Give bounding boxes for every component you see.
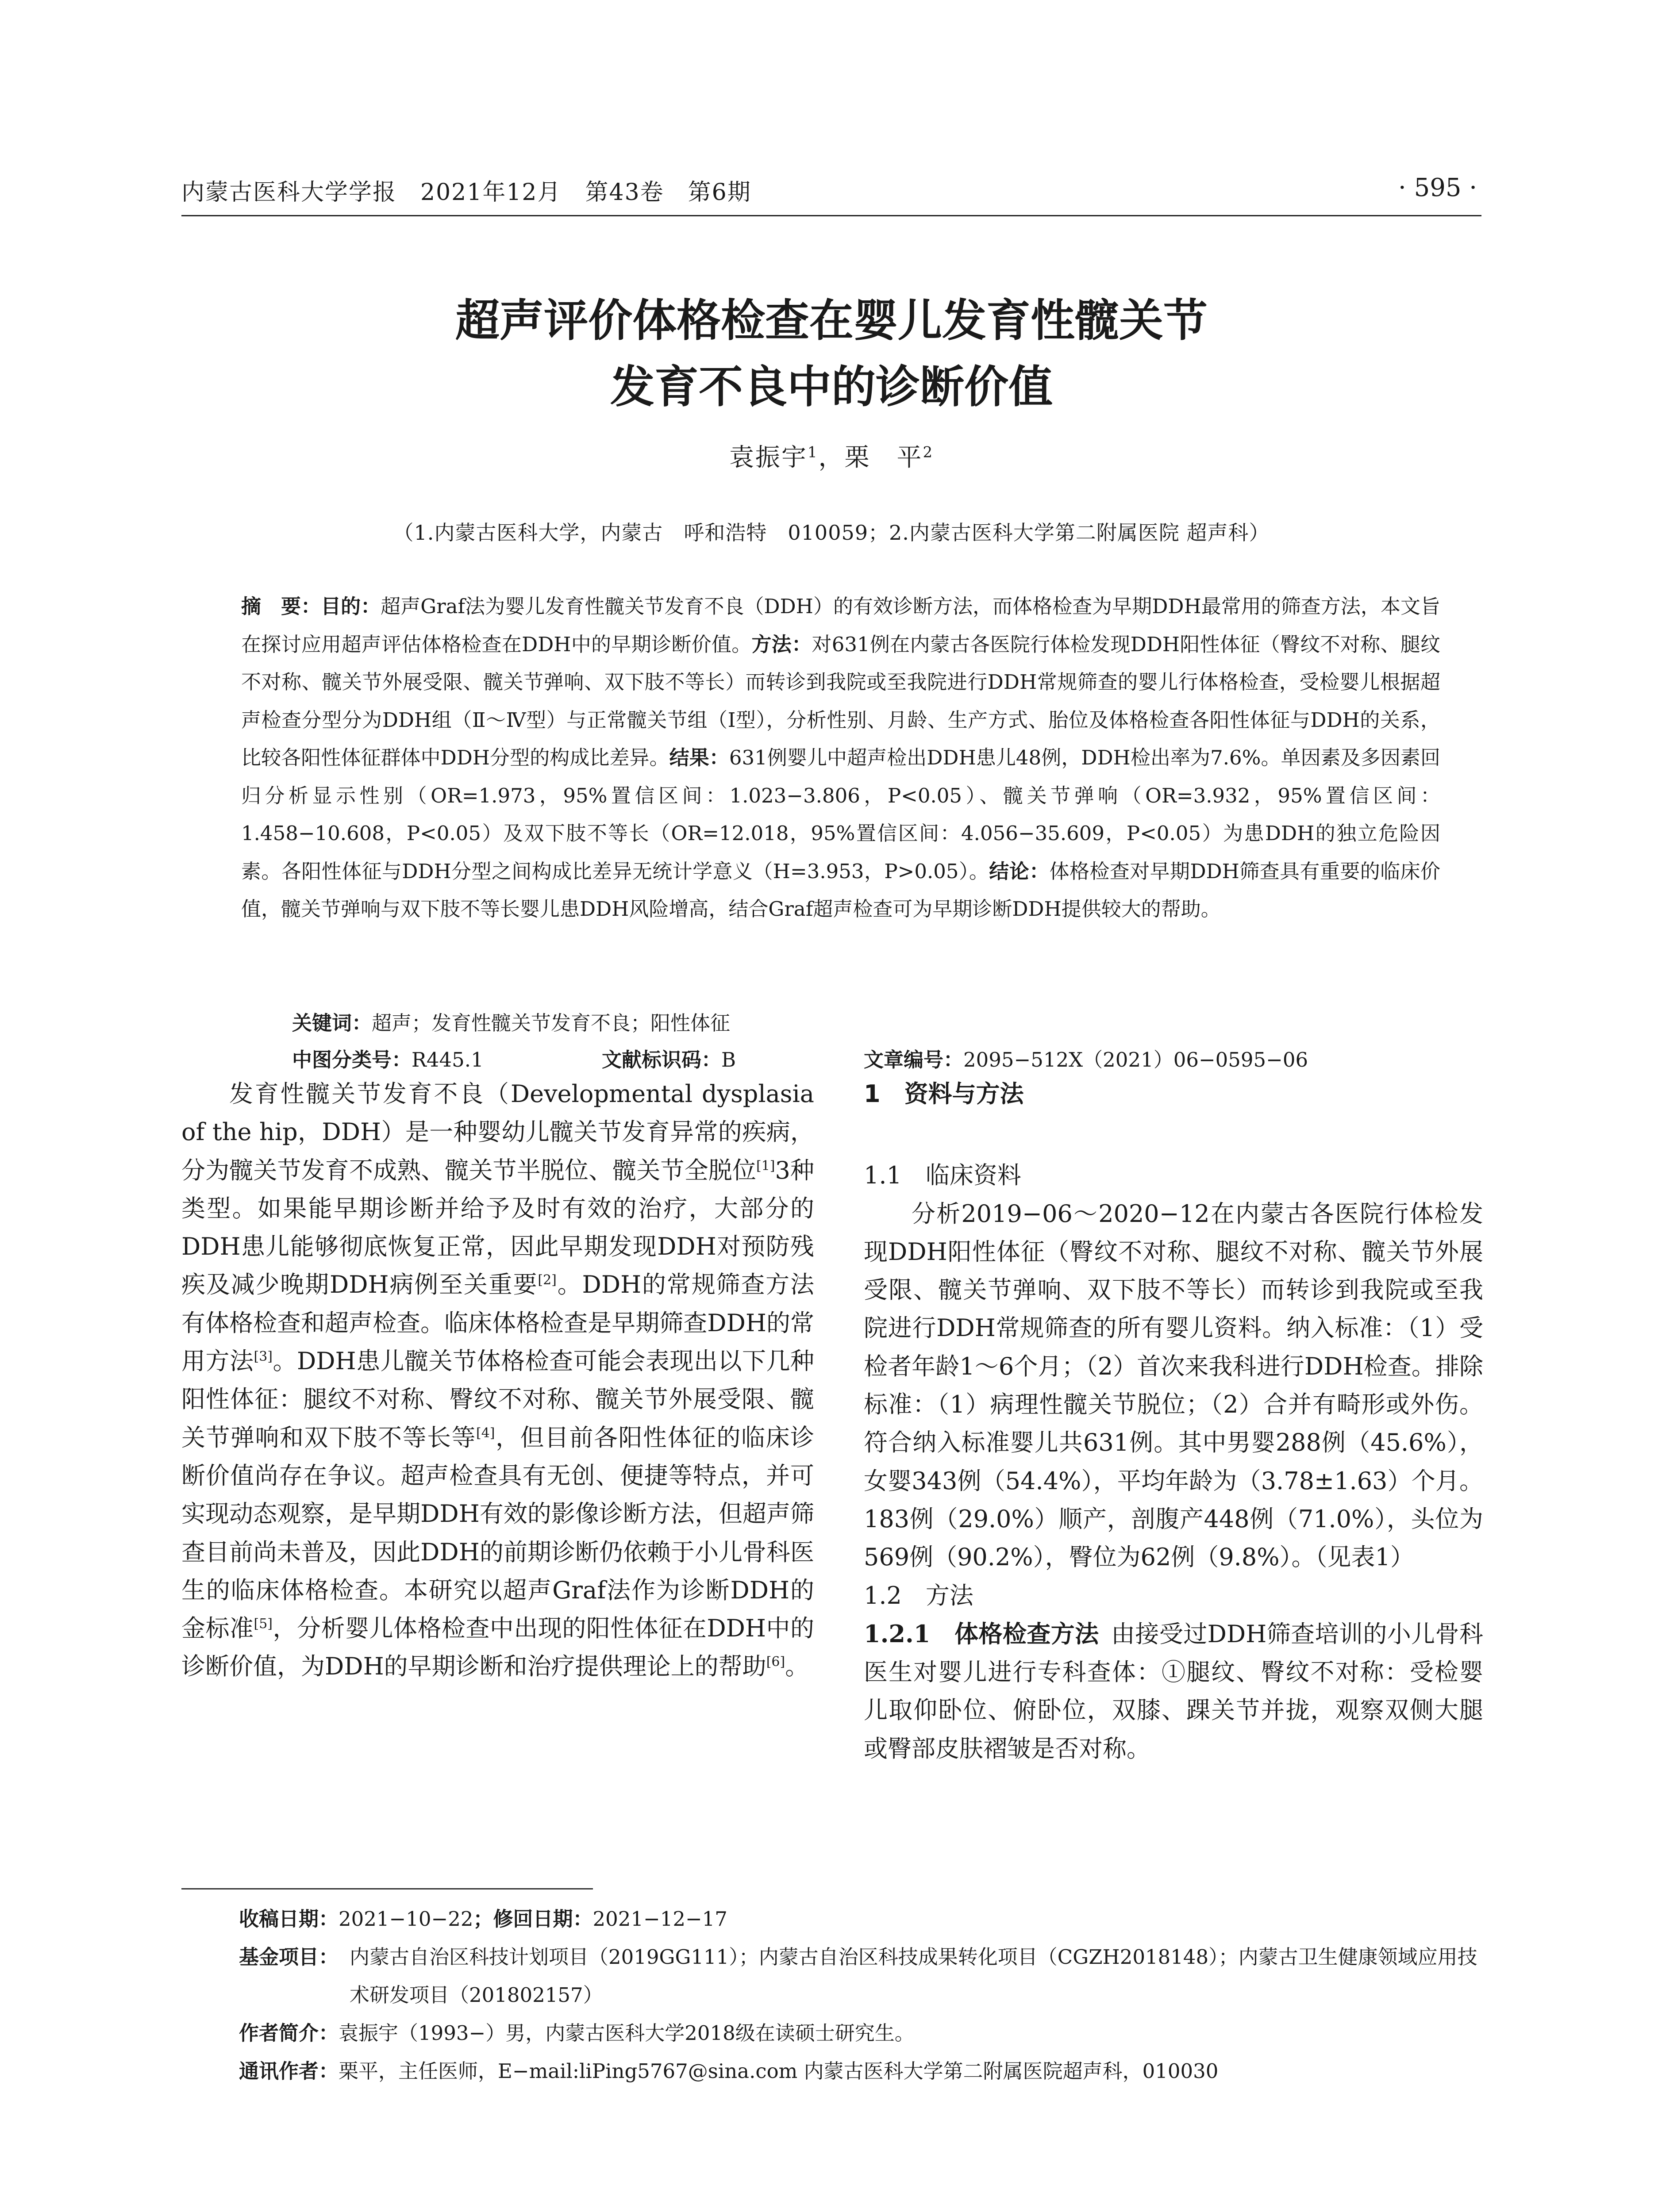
objective-text: 超声Graf法为婴儿发育性髋关节发育不良（DDH）的有效诊断方法，而体格检查为早期DDH最常用的筛查方法，本文旨在探讨应用超声评估体格检查在DDH中的早期诊断价值。 (241, 595, 1440, 656)
keywords-text: 超声；发育性髋关节发育不良；阳性体征 (372, 1011, 731, 1035)
corresponding-author (239, 2052, 1478, 2090)
author-separator: ， (818, 443, 845, 472)
abstract (241, 588, 1440, 928)
fund-label: 基金项目： (239, 1945, 339, 1969)
author-2: 栗 平 (844, 443, 923, 472)
subsection-heading-physical-exam: 1.2.1 体格检查方法 (864, 1619, 1099, 1648)
doc-value: B (721, 1048, 736, 1071)
citation-6: [6] (766, 1654, 785, 1670)
authors (181, 438, 1481, 473)
author-2-affiliation-mark: 2 (923, 443, 934, 461)
abstract-label: 摘 要： (241, 595, 321, 618)
article-number (864, 1041, 1308, 1079)
physical-exam-text: 由接受过DDH筛查培训的小儿骨科医生对婴儿进行专科查体：①腿纹、臀纹不对称：受检婴儿取仰卧位、俯卧位，双膝、踝关节并拢，观察双侧大腿或臀部皮肤褶皱是否对称。 (864, 1620, 1483, 1763)
affiliation: （1.内蒙古医科大学，内蒙古 呼和浩特 010059；2.内蒙古医科大学第二附属医院 超声科） (393, 521, 1270, 545)
intro-text-d: 。DDH患儿髋关节体格检查可能会表现出以下几种阳性体征：腿纹不对称、臀纹不对称、髋关节外展受限、髋关节弹响和双下肢不等长等 (181, 1347, 815, 1452)
citation-3: [3] (254, 1349, 273, 1365)
footnote-rule (181, 1888, 593, 1889)
citation-4: [4] (476, 1425, 495, 1441)
methods-text: 对631例在内蒙古各医院行体检发现DDH阳性体征（臀纹不对称、腿纹不对称、髋关节外展受限、髋关节弹响、双下肢不等长）而转诊到我院或至我院进行DDH常规筛查的婴儿行体格检查，受检婴儿根据超声检查分型分为DDH组（Ⅱ～Ⅳ型）与正常髋关节组（Ⅰ型），分析性别、月龄、生产方式、胎位及体格检查各阳性体征与DDH的关系，比较各阳性体征群体中DDH分型的构成比差异。 (241, 632, 1440, 769)
section-heading-materials-methods: 1 资料与方法 (864, 1080, 1024, 1108)
methods-label: 方法： (751, 632, 812, 656)
fund-text: 内蒙古自治区科技计划项目（2019GG111）；内蒙古自治区科技成果转化项目（CGZH2018148）；内蒙古卫生健康领域应用技术研发项目（201802157） (350, 1945, 1477, 2007)
article-label: 文章编号： (864, 1048, 964, 1071)
revised-value: 2021−12−17 (592, 1907, 727, 1931)
author-bio (239, 2014, 1478, 2052)
conclusion-label: 结论： (989, 859, 1050, 883)
clc-number (292, 1041, 484, 1079)
intro-text-b: 3种类型。如果能早期诊断并给予及时有效的治疗，大部分的DDH患儿能够彻底恢复正常，因此早期发现DDH对预防残疾及减少晚期DDH病例至关重要 (181, 1156, 814, 1299)
received-label: 收稿日期： (239, 1907, 339, 1931)
right-column (864, 1075, 1483, 1768)
intro-paragraph (181, 1075, 814, 1686)
citation-5: [5] (254, 1616, 273, 1632)
corresponding-text: 栗平，主任医师，E−mail:liPing5767@sina.com 内蒙古医科大学第二附属医院超声科，010030 (339, 2059, 1219, 2083)
citation-2: [2] (538, 1272, 557, 1288)
doc-label: 文献标识码： (602, 1048, 722, 1071)
clc-label: 中图分类号： (292, 1048, 412, 1071)
corresponding-label: 通讯作者： (239, 2059, 339, 2083)
results-label: 结果： (669, 746, 729, 769)
clinical-data-paragraph: 分析2019−06～2020−12在内蒙古各医院行体检发现DDH阳性体征（臀纹不对称、腿纹不对称、髋关节外展受限、髋关节弹响、双下肢不等长）而转诊到我院或至我院进行DDH常规筛查的所有婴儿资料。纳入标准：（1）受检者年龄1～6个月；（2）首次来我科进行DDH检查。排除标准：（1）病理性髋关节脱位；（2）合并有畸形或外伤。符合纳入标准婴儿共631例。其中男婴288例（45.6%），女婴343例（54.4%），平均年龄为（3.78±1.63）个月。183例（29.0%）顺产，剖腹产448例（71.0%），头位为569例（90.2%），臀位为62例（9.8%）。（见表1） (864, 1199, 1483, 1571)
left-column (181, 1075, 814, 1686)
fund-project (239, 1938, 1478, 2014)
author-1: 袁振宇 (729, 443, 808, 472)
footnotes (239, 1900, 1478, 2090)
header-rule (181, 215, 1481, 216)
page-number: · 595 · (1398, 173, 1477, 202)
conclusion-text: 体格检查对早期DDH筛查具有重要的临床价值，髋关节弹响与双下肢不等长婴儿患DDH风险增高，结合Graf超声检查可为早期诊断DDH提供较大的帮助。 (241, 859, 1440, 921)
intro-text-c: 。DDH的常规筛查方法有体格检查和超声检查。临床体格检查是早期筛查DDH的常用方法 (181, 1271, 814, 1375)
keywords (292, 1004, 1438, 1042)
intro-text-g: 。 (785, 1652, 809, 1681)
running-header: 内蒙古医科大学学报 2021年12月 第43卷 第6期 (181, 179, 751, 206)
author-1-affiliation-mark: 1 (807, 443, 819, 461)
section-heading-methods: 1.2 方法 (864, 1581, 973, 1609)
document-code (602, 1041, 736, 1079)
results-text: 631例婴儿中超声检出DDH患儿48例，DDH检出率为7.6%。单因素及多因素回归分析显示性别（OR=1.973，95%置信区间：1.023−3.806，P<0.05）、髋关节弹响（OR=3.932，95%置信区间：1.458−10.608，P<0.05）及双下肢不等长（OR=12.018，95%置信区间：4.056−35.609，P<0.05）为患DDH的独立危险因素。各阳性体征与DDH分型之间构成比差异无统计学意义（H=3.953，P>0.05）。 (241, 746, 1440, 883)
intro-text-e: ，但目前各阳性体征的临床诊断价值尚存在争议。超声检查具有无创、便捷等特点，并可实现动态观察，是早期DDH有效的影像诊断方法，但超声筛查目前尚未普及，因此DDH的前期诊断仍依赖于小儿骨科医生的临床体格检查。本研究以超声Graf法作为诊断DDH的金标准 (181, 1423, 814, 1643)
article-title (181, 288, 1481, 420)
keywords-label: 关键词： (292, 1011, 372, 1035)
article-value: 2095−512X（2021）06−0595−06 (963, 1048, 1308, 1071)
citation-1: [1] (756, 1158, 775, 1174)
intro-text-f: ，分析婴儿体格检查中出现的阳性体征在DDH中的诊断价值，为DDH的早期诊断和治疗提供理论上的帮助 (181, 1614, 814, 1681)
received-date (239, 1900, 1478, 1938)
title-line-2: 发育不良中的诊断价值 (610, 361, 1053, 413)
section-heading-clinical-data: 1.1 临床资料 (864, 1161, 1021, 1190)
received-value: 2021−10−22 (339, 1907, 473, 1931)
revised-label: ；修回日期： (473, 1907, 593, 1931)
author-bio-text: 袁振宇（1993−）男，内蒙古医科大学2018级在读硕士研究生。 (339, 2021, 915, 2045)
intro-text-a: 发育性髋关节发育不良（Developmental dysplasia of the hip，DDH）是一种婴幼儿髋关节发育异常的疾病，分为髋关节发育不成熟、髋关节半脱位、髋关节全脱位 (181, 1080, 814, 1184)
author-bio-label: 作者简介： (239, 2021, 339, 2045)
objective-label: 目的： (321, 595, 381, 618)
physical-exam-paragraph (864, 1615, 1483, 1768)
title-line-1: 超声评价体格检查在婴儿发育性髋关节 (455, 295, 1208, 346)
clc-value: R445.1 (412, 1048, 484, 1071)
